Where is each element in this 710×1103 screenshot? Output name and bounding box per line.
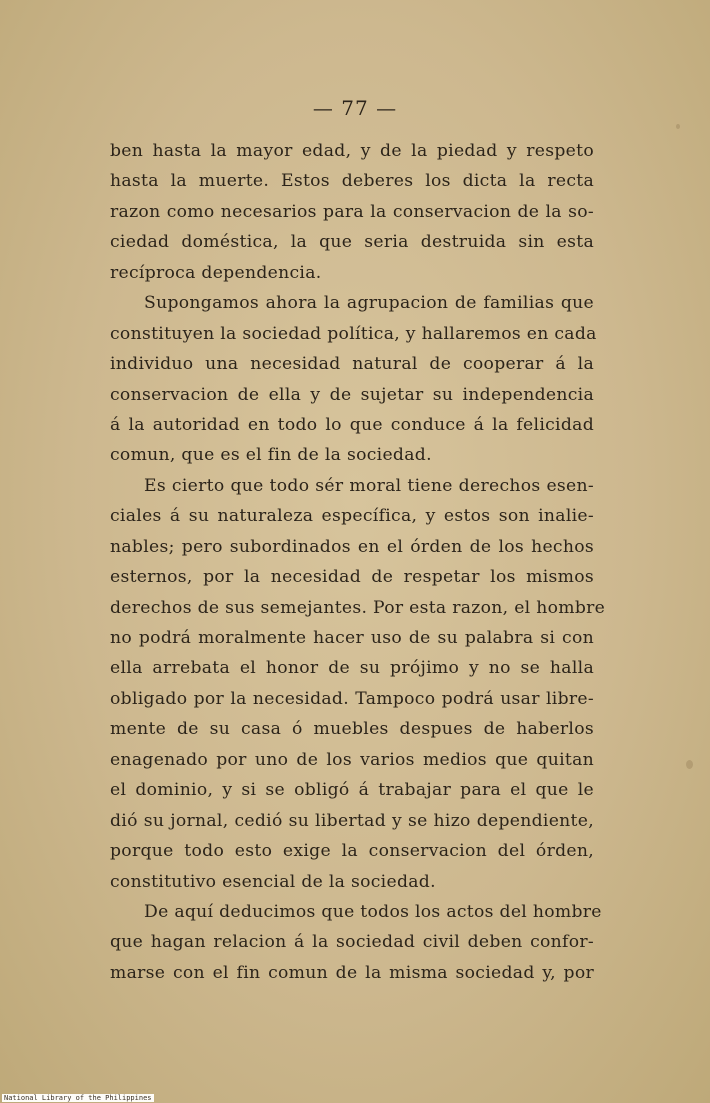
paper-stain [676, 124, 680, 129]
text-line: esternos, por la necesidad de respetar los mismos [110, 567, 594, 588]
text-line: el dominio, y si se obligó á trabajar para el que le [110, 780, 594, 801]
text-line: marse con el fin comun de la misma sociedad y, por [110, 962, 594, 983]
paper-stain [686, 760, 693, 769]
body-text [110, 136, 606, 988]
text-line: nables; pero subordinados en el órden de los hechos [110, 536, 594, 557]
text-line: recíproca dependencia. [110, 262, 322, 283]
page-number: — 77 — [312, 96, 398, 120]
text-line: Es cierto que todo sér moral tiene derechos esen- [144, 475, 594, 496]
text-line: ella arrebata el honor de su prójimo y no se halla [110, 658, 594, 679]
text-line: dió su jornal, cedió su libertad y se hizo dependiente, [110, 810, 594, 831]
text-line: porque todo esto exige la conservacion del órden, [110, 841, 594, 862]
library-credit: National Library of the Philippines [4, 1094, 152, 1102]
text-line: constituyen la sociedad política, y hallaremos en cada [110, 323, 597, 344]
text-line: á la autoridad en todo lo que conduce á la felicidad [110, 414, 594, 435]
text-line: hasta la muerte. Estos deberes los dicta la recta [110, 171, 594, 192]
text-line: individuo una necesidad natural de cooperar á la [110, 354, 594, 375]
text-line: ciales á su naturaleza específica, y estos son inalie- [110, 506, 594, 527]
text-line: enagenado por uno de los varios medios que quitan [110, 749, 594, 770]
text-line: comun, que es el fin de la sociedad. [110, 445, 432, 466]
text-line: no podrá moralmente hacer uso de su palabra si con [110, 628, 594, 648]
text-line: derechos de sus semejantes. Por esta razon, el hombre [110, 597, 606, 618]
text-line: razon como necesarios para la conservacion de la so- [110, 201, 594, 222]
text-line: constitutivo esencial de la sociedad. [110, 871, 436, 892]
text-line: obligado por la necesidad. Tampoco podrá usar libre- [110, 688, 594, 709]
text-line: que hagan relacion á la sociedad civil deben confor- [110, 932, 594, 953]
text-line: ben hasta la mayor edad, y de la piedad y respeto [110, 141, 594, 161]
text-line: De aquí deducimos que todos los actos del hombre [144, 901, 602, 922]
text-line: Supongamos ahora la agrupacion de familias que [144, 293, 594, 314]
text-line: mente de su casa ó muebles despues de haberlos [110, 719, 594, 740]
text-line: ciedad doméstica, la que seria destruida sin esta [110, 232, 594, 253]
text-line: conservacion de ella y de sujetar su independencia [110, 384, 594, 405]
